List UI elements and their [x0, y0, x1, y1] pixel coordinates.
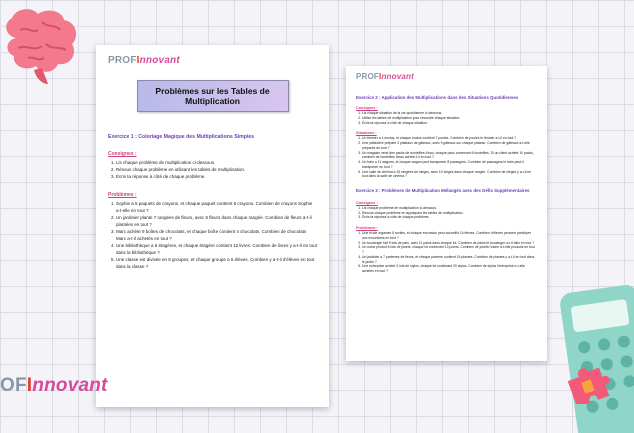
- logo-text: nnovant: [139, 55, 180, 66]
- logo-text: PROF: [108, 55, 137, 66]
- list-item: 2. Résous chaque problème en appliquant les tables de multiplication.: [362, 211, 537, 216]
- list-item: 1. Lis chaque problème de multiplication ci-dessous.: [116, 160, 317, 167]
- consignes-label: Consignes :: [356, 200, 378, 205]
- brand-text: I: [26, 375, 33, 396]
- problemes-label: Problèmes :: [356, 226, 378, 231]
- page-title: Problèmes sur les Tables de Multiplication: [137, 80, 289, 112]
- list-item: 1. Lis chaque situation de la vie quotidienne ci-dessous.: [362, 111, 537, 116]
- puzzle-icon: [566, 360, 612, 404]
- list-item: 3. Écris ta réponse à côté de chaque situation.: [362, 121, 537, 126]
- exercise-1-heading: Exercice 1 : Coloriage Magique des Multiplications Simples: [108, 134, 255, 140]
- list-item: 1. Sophie a 5 paquets de crayons, et chaque paquet contient 8 crayons. Combien de crayons Sophie a-t-elle en tout ?: [116, 201, 317, 215]
- brain-icon: [0, 8, 82, 90]
- logo-text: PROF: [356, 72, 380, 81]
- consignes-label: Consignes :: [108, 151, 137, 157]
- list-item: 4. Un train a 11 wagons, et chaque wagon peut transporter 8 passagers. Combien de passagers le train peut-il transporter en tout ?: [362, 160, 537, 170]
- logo: [356, 72, 537, 81]
- list-item: 1. Un fermier a 4 enclos, et chaque enclos contient 7 poules. Combien de poules le fermier a-t-il en tout ?: [362, 136, 537, 141]
- exercise-3-heading: Exercice 3 : Problèmes de Multiplication Mélangés avec des Défis Supplémentaires: [356, 188, 530, 194]
- list-item: 2. Utilise les tables de multiplication pour résoudre chaque situation.: [362, 116, 537, 121]
- problemes-list: [108, 201, 317, 271]
- list-item: 3. Un magasin vend des packs de bouteilles d'eau, chaque pack contenant 6 bouteilles. Si un client achète 10 packs, combien de bouteilles d'eau achète-t-il en tout ?: [362, 151, 537, 161]
- consignes-list: [356, 111, 537, 125]
- brand-logo: [0, 375, 108, 397]
- brand-text: OF: [0, 375, 27, 396]
- calculator-icon: [554, 284, 634, 433]
- list-item: 3. Un usine produit 6 lots de jouets, chaque lot contenant 13 jouets. Combien de jouets l'usine a-t-elle produits en tout ?: [362, 245, 537, 255]
- worksheet-page-1: [96, 45, 329, 407]
- list-item: 5. Une classe est divisée en 8 groupes, et chaque groupe a 5 élèves. Combien y a-t-il d'élèves en tout dans la classe ?: [116, 257, 317, 271]
- list-item: 5. Une entreprise achète 3 lots de stylos, chaque lot contenant 20 stylos. Combien de stylos l'entreprise a-t-elle achetés en tout ?: [362, 264, 537, 274]
- consignes-list: [356, 206, 537, 220]
- situations-label: Situations :: [356, 131, 377, 136]
- logo-text: nnovant: [381, 72, 414, 81]
- list-item: 1. Une école organise 5 sorties, et chaque excursion peut accueillir 14 élèves. Combien d'élèves peuvent participer aux excursions en tout ?: [362, 231, 537, 241]
- list-item: 2. Un boulanger fait 9 lots de pain, avec 11 pains dans chaque lot. Combien de pains le boulanger a-t-il faits en tout ?: [362, 241, 537, 246]
- logo-text: I: [379, 72, 382, 81]
- consignes-list: [108, 160, 317, 181]
- list-item: 2. Un jardinier plante 7 rangées de fleurs, avec 6 fleurs dans chaque rangée. Combien de fleurs a-t-il plantées en tout ?: [116, 215, 317, 229]
- situations-list: [356, 136, 537, 179]
- list-item: 2. Résous chaque problème en utilisant les tables de multiplication.: [116, 167, 317, 174]
- logo-text: I: [136, 55, 140, 66]
- problemes-list: [356, 231, 537, 274]
- logo: [108, 55, 317, 66]
- brand-text: nnovant: [32, 375, 108, 396]
- exercise-2-heading: Exercice 2 : Application des Multiplications dans des Situations Quotidiennes: [356, 95, 519, 100]
- consignes-label: Consignes :: [356, 106, 378, 110]
- list-item: 1. Lis chaque problème de multiplication ci-dessous.: [362, 206, 537, 211]
- list-item: 4. Un jardinier a 7 parterres de fleurs, et chaque parterre contient 15 plantes. Combien de plantes y a-t-il en tout dans le jardin ?: [362, 255, 537, 265]
- worksheet-page-2: [346, 66, 547, 361]
- problemes-label: Problèmes :: [108, 191, 137, 198]
- list-item: 5. Une salle de cinéma a 15 rangées de sièges, avec 10 sièges dans chaque rangée. Combien de sièges y a-t-il en tout dans la salle de cinéma ?: [362, 170, 537, 180]
- list-item: 3. Marc achète 9 boîtes de chocolats, et chaque boîte contient 4 chocolats. Combien de chocolats Marc a-t-il achetés en tout ?: [116, 229, 317, 243]
- list-item: 3. Écris ta réponse à côté de chaque problème.: [116, 174, 317, 181]
- list-item: 2. Une pâtissière prépare 3 plateaux de gâteaux, avec 9 gâteaux sur chaque plateau. Combien de gâteaux a-t-elle préparés en tout ?: [362, 141, 537, 151]
- list-item: 3. Écris ta réponse à côté de chaque problème.: [362, 215, 537, 220]
- list-item: 4. Une bibliothèque a 6 étagères, et chaque étagère contient 12 livres. Combien de livres y a-t-il en tout dans la bibliothèque ?: [116, 243, 317, 257]
